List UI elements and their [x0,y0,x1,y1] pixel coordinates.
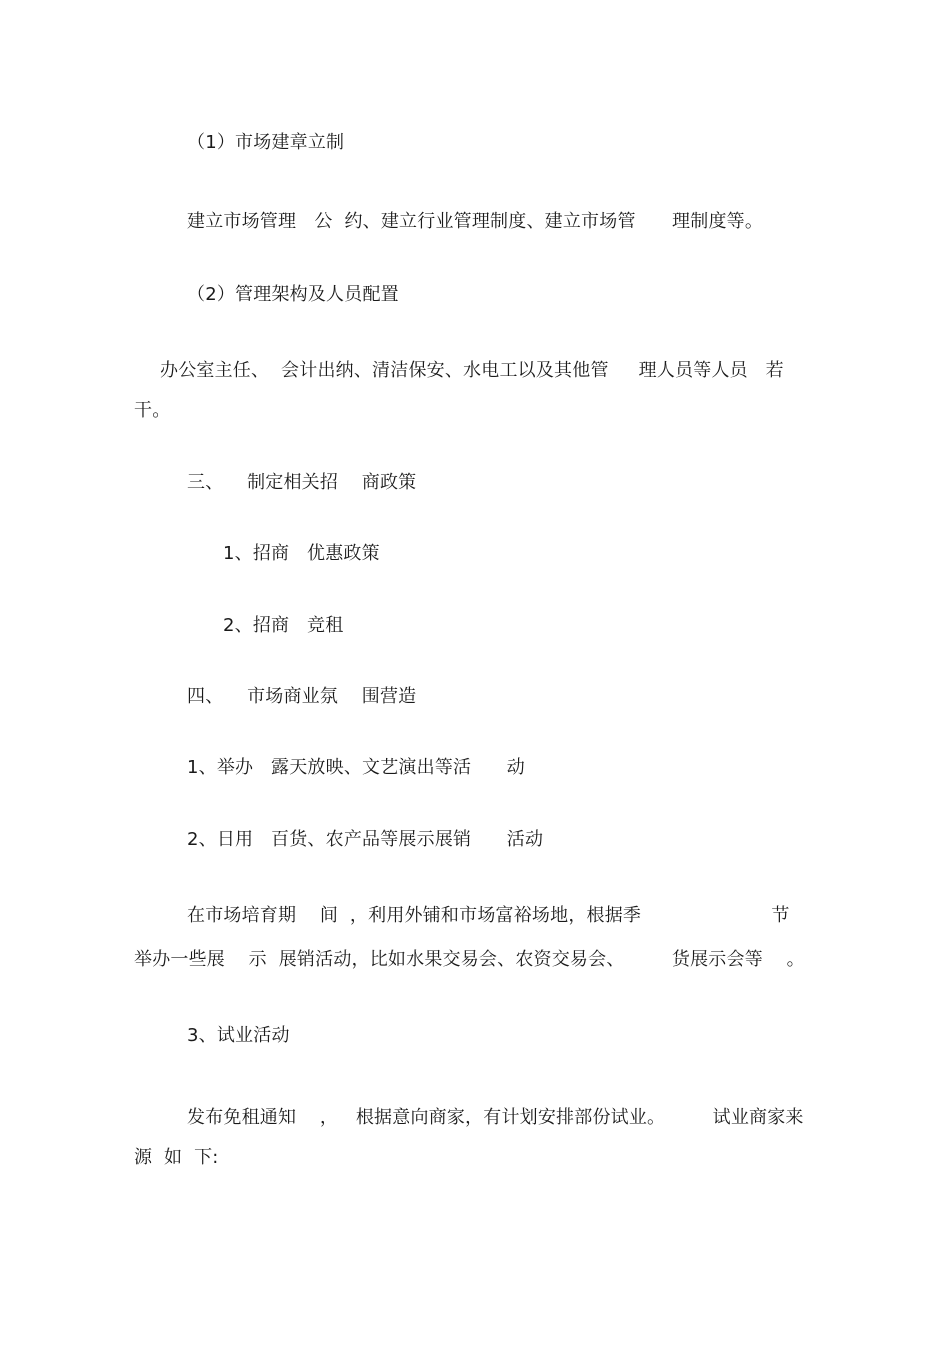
paragraph-trial-line-2: 源 如 下: [134,1147,219,1168]
paragraph-trial-line-1: 发布免租通知 ， 根据意向商家，有计划安排部份试业。 试业商家来 [187,1107,804,1128]
list-item-outdoor-events: 1、举办 露天放映、文艺演出等活 动 [187,757,525,778]
paragraph-market-rules: 建立市场管理 公 约、建立行业管理制度、建立市场管 理制度等。 [187,211,764,232]
list-item-preferential-policy: 1、招商 优惠政策 [223,543,380,564]
paragraph-staffing-line-2: 干。 [134,400,171,421]
section-heading-investment-policy: 三、 制定相关招 商政策 [187,472,417,493]
heading-market-rules: （1）市场建章立制 [187,132,345,153]
section-heading-commercial-atmosphere: 四、 市场商业氛 围营造 [187,686,417,707]
list-item-bidding-rent: 2、招商 竞租 [223,615,344,636]
paragraph-exhibition-line-1: 在市场培育期 间 ，利用外铺和市场富裕场地，根据季 节 [187,905,790,926]
paragraph-exhibition-line-2: 举办一些展 示 展销活动，比如水果交易会、农资交易会、 货展示会等 。 [134,949,805,970]
list-item-product-exhibition: 2、日用 百货、农产品等展示展销 活动 [187,829,544,850]
heading-management-structure: （2）管理架构及人员配置 [187,284,399,305]
list-item-trial-operation: 3、试业活动 [187,1025,290,1046]
paragraph-staffing-line-1: 办公室主任、 会计出纳、清洁保安、水电工以及其他管 理人员等人员 若 [160,360,784,381]
